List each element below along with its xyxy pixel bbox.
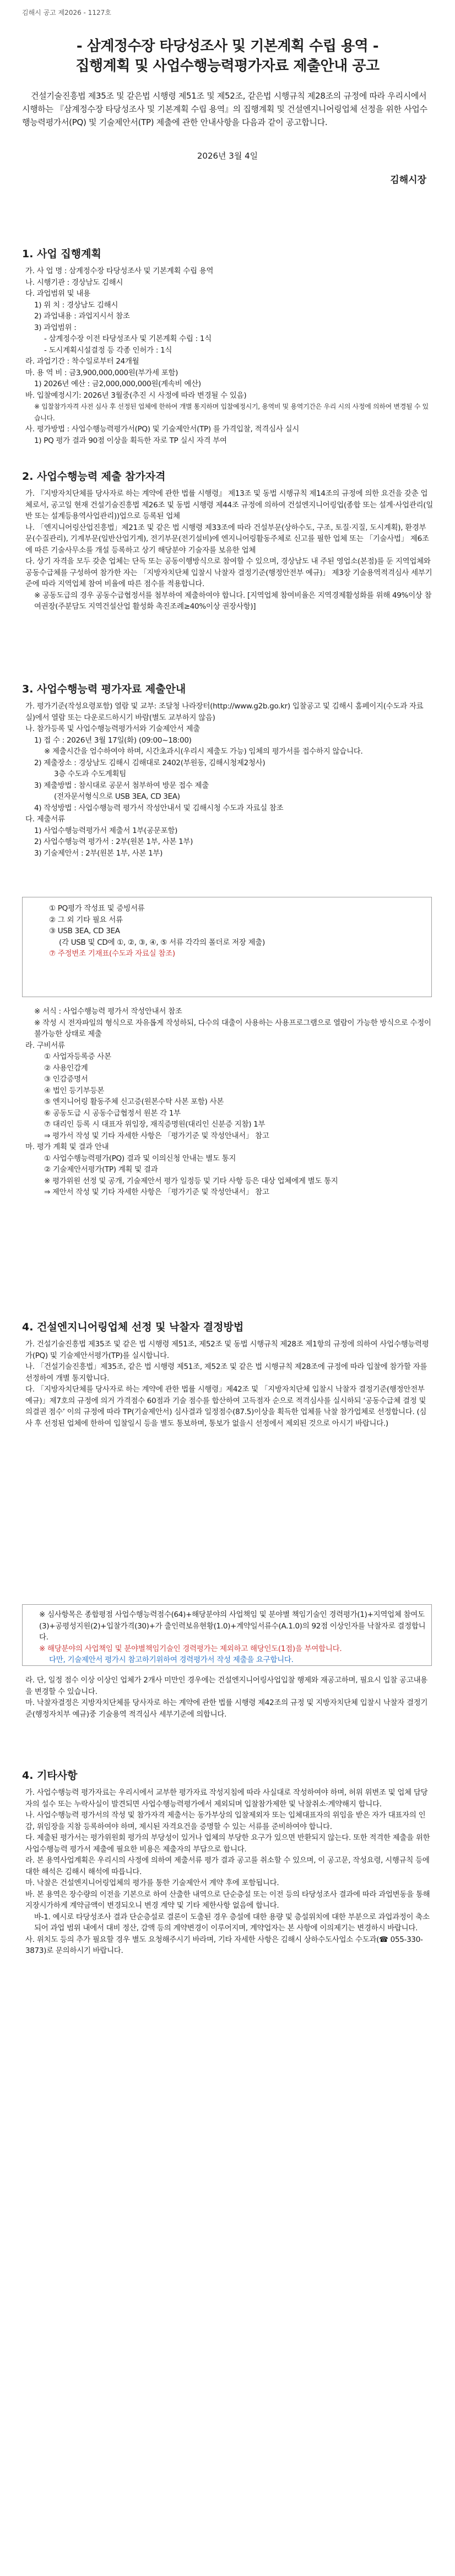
text-line: 나. 「엔지니어링산업진흥법」제21조 및 같은 법 시행령 제33조에 따라 건설부문(상하수도, 구조, 토질·지질, 도시계획), 환경부문(수질관리), 기계부문(일반산업기계), 전기부문(전기설비)에 엔지니어링활동주체로 신고를 필한 업체 또는 「기술사법」 제6조에 따른 기술사무소를 개설 등록하고 상기 해당분야 기술자를 보유한 업체: [25, 523, 429, 555]
title-line-1: - 삼계정수장 타당성조사 및 기본계획 수립 용역 -: [76, 38, 379, 55]
text-line: 라. 구비서류: [25, 1041, 65, 1050]
text-line: ※ 심사항목은 종합평점 사업수행능력점수(64)+해당분야의 사업책임 및 분야별 책임기술인 경력평가(1)+지역업체 참여도(3)+공평성지원(2)+입찰가격(30)+가 출인력보유현황(1.0)+계약일서류수(A.1.0)의 92점 이상인자를 낙찰자로 결정합니다.: [39, 1610, 426, 1642]
text-line: ⑥ 공동도급 시 공동수급협정서 원본 각 1부: [44, 1108, 181, 1118]
text-line: 마. 낙찰자결정은 지방자치단체를 당사자로 하는 계약에 관한 법률 시행령 제42조의 규정 및 지방자치단체 입찰시 낙찰자 결정기준(행정자치부 예규)중 기술용역 적격심사 세부기준에 의합니다.: [25, 1698, 428, 1719]
text-line: ① 사업자등록증 사본: [44, 1052, 111, 1061]
section-body: [22, 266, 433, 446]
text-line: 1) 접 수 : 2026년 3월 17일(화) (09:00~18:00): [34, 735, 192, 745]
intro-paragraph: 건설기술진흥법 제35조 및 같은법 시행령 제51조 및 제52조, 같은법 시행규칙 제28조의 규정에 따라 우리시에서 시행하는 『삼계정수장 타당성조사 및 기본계획 수립 용역』의 집행계획 및 건설엔지니어링업체 선정을 위한 사업수행능력평가서(PQ) 및 기술제안서(TP) 제출에 관한 안내사항을 다음과 같이 공고합니다.: [22, 91, 427, 127]
text-line: 라. 단, 일정 점수 이상 이상인 업체가 2개사 미만인 경우에는 건설엔지니어링사업입찰 행제와 재공고하며, 필요시 입찰 공고내용을 변경할 수 있습니다.: [25, 1676, 427, 1696]
text-line: 사. 평가방법 : 사업수행능력평가서(PQ) 및 기술제안서(TP) 를 가격입찰, 적격심사 실시: [25, 425, 299, 434]
submission-box: [22, 897, 432, 997]
text-line: 1) 위 치 : 경상남도 김해시: [34, 300, 118, 310]
text-line: ③ 인감증명서: [44, 1075, 88, 1084]
text-line: 가. 사업수행능력 평가자료는 우리시에서 교부한 평가자료 작성지침에 따라 사실대로 작성하여야 하며, 허위 위변조 및 업체 담당자의 설수 또는 누락사실이 발견되면 사업수행능력평가에서 제외되며 입찰참가제한 및 낙찰취소·계약해지 합니다.: [25, 1788, 428, 1809]
text-line: 마. 낙찰은 건설엔지니어링업체의 평가를 통한 기술제안서 계약 후에 포함됩니다.: [25, 1879, 279, 1887]
text-line: ④ 법인 등기부등본: [44, 1086, 104, 1095]
text-line: 가. 건설기술진흥법 제35조 및 같은 법 시행령 제51조, 제52조 및 동법 시행규칙 제28조 제1항의 규정에 의하여 사업수행능력평가(PQ) 및 기술제안서평가(TP)를 실시합니다.: [25, 1340, 429, 1360]
text-line: 다. 「지방자치단체를 당사자로 하는 계약에 관한 법률 시행령」제42조 및 「지방자치단체 입찰시 낙찰자 결정기준(행정안전부 예규)」제7호의 규정에 의거 가격점수 60점과 기술 점수를 합산하여 고득점자 순으로 적격심사를 실시하되 ‘공동수급체 결정 및 의결권 점수’ 이의 규정에 따라 TP(기술제안서) 심사결과 일정점수(87.5)이상을 획득한 업체를 낙찰 참가업체로 선정합니다. (심사 후 선정된 업체에 한하여 입찰일시 등을 별도 통보하며, 통보가 없을시 선정에서 제외된 것으로 아시기 바랍니다.): [25, 1385, 427, 1428]
section-body: [22, 488, 433, 613]
text-line: ⑤ 엔지니어링 활동주체 신고증(원본수탁 사본 포함) 사본: [44, 1097, 224, 1106]
text-line: - 도시계획시설결정 등 각종 인허가 : 1식: [44, 345, 172, 355]
box-body: [23, 1605, 431, 1670]
title-line-2: 집행계획 및 사업수행능력평가자료 제출안내 공고: [75, 58, 380, 74]
section-body: [22, 1339, 433, 1429]
text-line: (각 USB 및 CD에 ①, ②, ③, ④, ⑤ 서류 각각의 폴더로 저장 제출): [59, 938, 265, 947]
section-title: 2. 사업수행능력 제출 참가자격: [22, 470, 166, 483]
text-line: ② 사용인감계: [44, 1063, 88, 1073]
text-line: ⇒ 제안서 작성 및 기타 자세한 사항은 「평가기준 및 작성안내서」 참고: [44, 1188, 269, 1197]
text-line: ③ USB 3EA, CD 3EA: [49, 927, 120, 935]
text-line: ※ 작성 시 전자파일의 형식으로 자유롭게 작성하되, 다수의 대출이 사용하는 사용프로그램으로 열람이 가능한 방식으로 수정이 불가능한 상태로 제출: [34, 1018, 431, 1038]
text-line: 4) 작성방법 : 사업수행능력 평가서 작성안내서 및 김해시청 수도과 자료실 참조: [34, 803, 284, 813]
text-line: ⑦ 주정변조 기재표(수도과 자료실 참조): [49, 949, 175, 958]
text-line: ① 사업수행능력평가(PQ) 결과 및 이의신청 안내는 별도 통지: [44, 1154, 236, 1163]
text-line: 다. 제출서류: [25, 815, 65, 824]
text-line: 다. 과업범위 및 내용: [25, 289, 90, 298]
text-line: 나. 사업수행능력 평가서의 작성 및 참가자격 제출서는 동가부상의 입찰제외자 또는 입체대표자의 위임을 받은 자가 대표자의 인감, 위임장을 지참 등록하여야 하며, 제시된 자격요건을 증명할 수 있는 서류를 준비하여야 합니다.: [25, 1811, 426, 1831]
text-line: ② 기술제안서평가(TP) 계획 및 결과: [44, 1165, 158, 1174]
text-line: ※ 평가위원 선정 및 공개, 기술제안서 평가 일정등 및 기타 사항 등은 대상 업체에게 별도 통지: [44, 1176, 338, 1186]
text-line: 나. 「건설기술진흥법」제35조, 같은 법 시행령 제51조, 제52조 및 같은 법 시행규칙 제28조에 규정에 따라 입찰에 참가할 자를 선정하여 개별 통지합니다.: [25, 1362, 427, 1383]
text-line: - 삼계정수장 이전 타당성조사 및 기본계획 수립 : 1식: [44, 334, 212, 343]
section-body: [22, 1675, 433, 1720]
text-line: 나. 시행기관 : 경상남도 김해시: [25, 278, 123, 287]
section-body: [22, 701, 433, 859]
section-selection: [22, 1320, 433, 1429]
section-title: 1. 사업 집행계획: [22, 248, 101, 260]
box-body: [23, 897, 431, 965]
notice-date: 2026년 3월 4일: [197, 151, 258, 161]
text-line: 다만, 기술제안서 평가시 참고하기위하여 경력평가서 작성 제출을 요구합니다.: [49, 1655, 294, 1664]
text-line: 라. 과업기간 : 착수일로부터 24개월: [25, 357, 139, 366]
section-body: [22, 1006, 433, 1198]
text-line: 다. 상기 자격을 모두 갖춘 업체는 단독 또는 공동이행방식으로 참여할 수 있으며, 경상남도 내 주된 영업소(본점)를 둔 지역업체와 공동수급체를 구성하여 참가한 자는 「지방자치단체 입찰시 낙찰자 결정기준(행정안전부 예규)」 제3장 기술용역적격심사 세부기준에 따라 지역업체 참여 비율에 따른 점수를 적용합니다.: [25, 557, 432, 588]
text-line: ※ 서식 : 사업수행능력 평가서 작성안내서 참조: [34, 1007, 182, 1016]
text-line: ※ 입찰참가자격 사전 심사 후 선정된 업체에 한하여 개별 통지하며 입찰예정시기, 용역비 및 용역기간은 우리 시의 사정에 의하여 변경될 수 있습니다.: [34, 403, 429, 422]
text-line: 1) 사업수행능력평가서 제출서 1부(공문포함): [34, 826, 178, 835]
text-line: 마. 평가 계획 및 결과 안내: [25, 1143, 109, 1151]
doc-number: 김해시 공고 제2026 - 1127호: [22, 9, 111, 17]
text-line: 바. 입찰예정시기: 2026년 3월중(추진 시 사정에 따라 변경될 수 있음): [25, 391, 247, 400]
text-line: ※ 공동도급의 경우 공동수급협정서를 첨부하여 제출하여야 합니다. [지역업체 참여비율은 지역경제활성화를 위해 49%이상 참여권장(주분담도 지역건설산업 활성화 촉진조례≥40%이상 권장사항)]: [34, 591, 432, 611]
text-line: 가. 『지방자치단체를 당사자로 하는 계약에 관한 법률 시행령』 제13조 및 동법 시행규칙 제14조의 규정에 의한 요건을 갖춘 업체로서, 공고일 현재 건설기술진흥법 제26조 및 동법 시행령 제44조 규정에 의하여 건설엔지니어링업(종합 또는 설계·사업관리(일반 또는 설계등용역사업관리))업으로 등록된 업체: [25, 489, 434, 521]
text-line: 마. 용 역 비 : 금3,900,000,000원(부가세 포함): [25, 368, 178, 377]
text-line: 바-1. 예시로 타당성조사 결과 단순층설로 결론이 도출된 경우 층설에 대한 용량 및 층설위치에 대한 부분으로 과업과정이 축소되어 과업 범위 내에서 대비 정산, 감액 등의 계약변경이 이루어지며, 계약업자는 본 사항에 이의제기는 변경하시 바랍니다.: [34, 1912, 430, 1933]
text-line: ① PQ평가 작성표 및 증빙서류: [49, 904, 145, 913]
notice-title: [33, 36, 422, 76]
text-line: 3) 기술제안서 : 2부(원본 1부, 사본 1부): [34, 848, 163, 858]
text-line: ※ 해당분야의 사업책임 및 분야별책임기술인 경력평가는 제외하고 해당인도(1점)을 부여합니다.: [39, 1644, 342, 1653]
section-selection-cont: [22, 1675, 433, 1720]
text-line: 2) 사업수행능력 평가서 : 2부(원본 1부, 사본 1부): [34, 837, 193, 846]
text-line: (전자문서형식으로 USB 3EA, CD 3EA): [54, 792, 180, 801]
text-line: ⑦ 대리인 등록 시 대표자 위임장, 재직증명원(대리인 신분증 지참) 1부: [44, 1120, 266, 1129]
text-line: 라. 본 용역사업계획은 우리시의 사정에 의하여 제출서류 평가 결과 공고를 취소할 수 있으며, 이 공고문, 작성요령, 시행규칙 등에 대한 해석은 김해시 해석에 따릅니다.: [25, 1856, 430, 1876]
text-line: ※ 제출시간을 엄수하여야 하며, 시간초과시(우리시 제출도 가능) 임체의 평가서를 접수하지 않습니다.: [44, 747, 363, 756]
text-line: 가. 사 업 명 : 삼계정수장 타당성조사 및 기본계획 수립 용역: [25, 267, 214, 275]
text-line: ⇒ 평가서 작성 및 기타 자세한 사항은 「평가기준 및 작성안내서」 참고: [44, 1131, 269, 1140]
section-submission-cont: [22, 1006, 433, 1198]
text-line: 1) 2026년 예산 : 금2,000,000,000원(계속비 예산): [34, 380, 201, 388]
issuer-name: 김해시장: [390, 175, 426, 186]
section-submission: [22, 682, 433, 859]
text-line: ② 그 외 기타 필요 서류: [49, 915, 123, 924]
section-title: 3. 사업수행능력 평가자료 제출안내: [22, 683, 186, 695]
section-eligibility: [22, 469, 433, 613]
section-execution-plan: [22, 247, 433, 446]
text-line: 3층 수도과 수도계획팀: [54, 770, 126, 778]
text-line: 2) 제출장소 : 경상남도 김해시 김해대로 2402(부원동, 김해시청제2청사): [34, 758, 266, 767]
text-line: 1) PQ 평가 결과 90점 이상을 획득한 자로 TP 실시 자격 부여: [34, 436, 227, 445]
text-line: 3) 제출방법 : 참시대로 공문서 첨부하여 방문 접수 제출: [34, 781, 209, 790]
text-line: 2) 과업내용 : 과업지시서 참조: [34, 312, 130, 321]
selection-box: [22, 1604, 432, 1666]
text-line: 가. 평가기준(작성요령포함) 열람 및 교부: 조달청 나라장터(http://www.g2b.go.kr) 입찰공고 및 김해시 홈페이지(수도과 자료실)에서 열람 또는 다운로드하시기 바람(별도 교부하지 않음): [25, 702, 424, 722]
text-line: 나. 참가등록 및 사업수행능력평가서와 기술제안서 제출: [25, 724, 200, 733]
text-line: 바. 본 용역은 장수량의 이전을 기본으로 하여 산출한 내역으로 단순층설 또는 이전 등의 타당성조사 결과에 따라 과업변동을 통해 지장시가하게 계약금액이 변경되오니 변경 계약 및 기타 제한사항 없음에 합니다.: [25, 1890, 430, 1910]
text-line: 3) 과업범위 :: [34, 323, 77, 332]
section-title: 4. 기타사항: [22, 1769, 78, 1782]
section-title: 4. 건설엔지니어링업체 선정 및 낙찰자 결정방법: [22, 1321, 244, 1333]
section-misc: [22, 1768, 433, 1957]
text-line: 사. 위치도 등의 추가 필요할 경우 별도 요청해주시기 바라며, 기타 자세한 사항은 김해시 상하수도사업소 수도과(☎ 055-330-3873)로 문의하시기 바랍니다.: [25, 1935, 423, 1955]
section-body: [22, 1787, 433, 1957]
text-line: 다. 제출된 평가서는 평가위원회 평가의 부당성이 있거나 업체의 부당한 요구가 있으면 반환되지 않는다. 또한 적격한 제출을 위한 사업수행능력 평가서 제출에 필요한 비용은 제출자의 부담으로 합니다.: [25, 1833, 430, 1854]
